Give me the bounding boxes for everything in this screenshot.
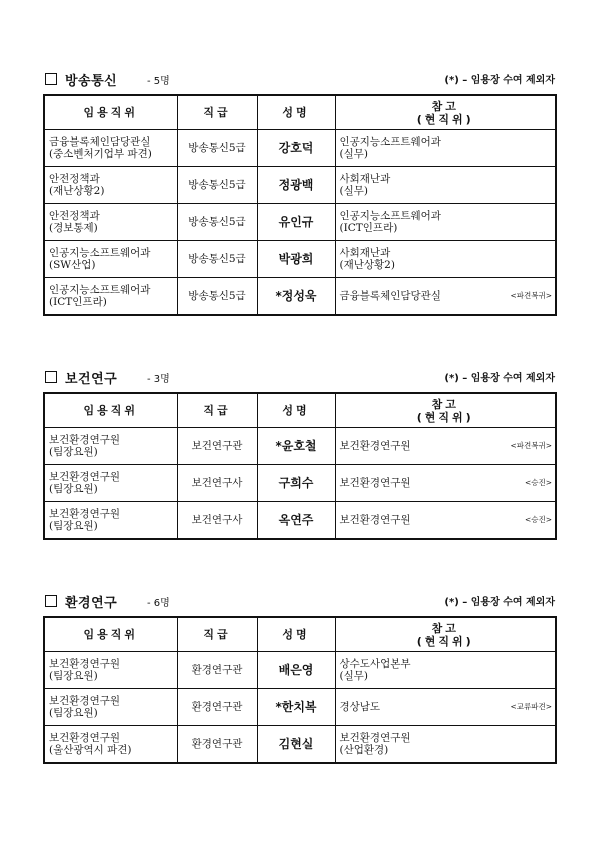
header-reference-line1: 참고 [431,621,459,635]
section-count: - 6명 [147,598,170,609]
header-reference [335,95,556,130]
current-line2: (산업환경) [339,744,389,756]
header-grade: 직급 [177,617,257,652]
current-position-cell [335,428,556,465]
current-position-cell [335,502,556,540]
table-header-row [44,95,556,130]
current-position-cell [335,241,556,278]
name-cell: 유인규 [257,204,335,241]
section-note: (*) – 임용장 수여 제외자 [444,597,555,608]
section-title: 보건연구 [65,372,118,387]
position-line2: (팀장요원) [49,670,98,682]
section-2 [43,368,555,540]
current-position-cell [335,726,556,764]
current-line1: 보건환경연구원 [339,514,411,526]
name-cell: *한치복 [257,689,335,726]
current-position-cell [335,689,556,726]
position-line2: (경보통제) [49,222,98,234]
section-note: (*) – 임용장 수여 제외자 [444,75,555,86]
position-cell [44,465,177,502]
position-line1: 금융블록체인담당관실 [49,136,151,148]
position-line2: (ICT인프라) [49,296,107,308]
position-cell [44,278,177,316]
position-line1: 보건환경연구원 [49,695,121,707]
table-row [44,428,556,465]
position-line2: (팀장요원) [49,707,98,719]
header-position: 임용직위 [44,95,177,130]
grade-cell: 방송통신5급 [177,241,257,278]
grade-cell: 환경연구관 [177,689,257,726]
position-line2: (팀장요원) [49,483,98,495]
position-line2: (SW산업) [49,259,96,271]
appointment-table [43,94,557,316]
header-name: 성명 [257,393,335,428]
checkbox-icon [45,595,57,607]
position-line2: (울산광역시 파견) [49,744,132,756]
table-row [44,278,556,316]
current-line1: 금융블록체인담당관실 [339,290,441,302]
checkbox-icon [45,371,57,383]
status-tag: <파견복귀> [510,291,552,300]
current-line1: 인공지능소프트웨어과 [339,136,441,148]
grade-cell: 방송통신5급 [177,167,257,204]
grade-cell: 방송통신5급 [177,204,257,241]
header-reference-line1: 참고 [431,99,459,113]
table-row [44,465,556,502]
position-cell [44,726,177,764]
position-line2: (팀장요원) [49,446,98,458]
table-header-row [44,617,556,652]
header-reference [335,393,556,428]
table-row [44,726,556,764]
name-cell: 배은영 [257,652,335,689]
position-cell [44,130,177,167]
checkbox-icon [45,73,57,85]
name-cell: 옥연주 [257,502,335,540]
current-line2: (재난상황2) [339,259,395,271]
section-count: - 5명 [147,76,170,87]
grade-cell: 환경연구관 [177,652,257,689]
current-line1: 상수도사업본부 [339,658,411,670]
current-line1: 보건환경연구원 [339,440,411,452]
appointment-table [43,616,557,764]
header-grade: 직급 [177,95,257,130]
table-row [44,241,556,278]
header-reference [335,617,556,652]
section-note: (*) – 임용장 수여 제외자 [444,373,555,384]
position-cell [44,167,177,204]
position-cell [44,241,177,278]
name-cell: *정성욱 [257,278,335,316]
section-header [43,70,555,92]
current-line1: 인공지능소프트웨어과 [339,210,441,222]
position-line1: 안전정책과 [49,210,100,222]
position-line1: 보건환경연구원 [49,434,121,446]
current-line1: 경상남도 [339,701,381,713]
current-position-cell [335,652,556,689]
current-line2: (실무) [339,148,368,160]
current-line1: 사회재난과 [339,173,391,185]
header-name: 성명 [257,95,335,130]
position-cell [44,204,177,241]
position-line2: (중소벤처기업부 파견) [49,148,152,160]
current-position-cell [335,278,556,316]
name-cell: 김현실 [257,726,335,764]
table-row [44,689,556,726]
header-position: 임용직위 [44,393,177,428]
header-reference-line2: (현직위) [416,634,474,648]
position-cell [44,428,177,465]
current-line1: 사회재난과 [339,247,391,259]
current-line2: (ICT인프라) [339,222,398,234]
section-title: 방송통신 [65,74,118,89]
position-cell [44,689,177,726]
name-cell: *윤호철 [257,428,335,465]
header-reference-line2: (현직위) [416,410,474,424]
section-1 [43,70,555,316]
status-tag: <교류파견> [510,702,552,711]
name-cell: 강호덕 [257,130,335,167]
position-line1: 인공지능소프트웨어과 [49,284,151,296]
name-cell: 구희수 [257,465,335,502]
header-name: 성명 [257,617,335,652]
current-position-cell [335,130,556,167]
name-cell: 정광백 [257,167,335,204]
section-header [43,592,555,614]
current-position-cell [335,465,556,502]
section-count: - 3명 [147,374,170,385]
section-header [43,368,555,390]
grade-cell: 보건연구관 [177,428,257,465]
position-line1: 보건환경연구원 [49,508,121,520]
grade-cell: 방송통신5급 [177,130,257,167]
table-row [44,652,556,689]
name-cell: 박광희 [257,241,335,278]
table-row [44,130,556,167]
current-line2: (실무) [339,185,368,197]
section-title: 환경연구 [65,596,118,611]
position-line2: (재난상황2) [49,185,105,197]
grade-cell: 보건연구사 [177,465,257,502]
header-reference-line2: (현직위) [416,112,474,126]
table-row [44,204,556,241]
position-line1: 보건환경연구원 [49,658,121,670]
current-position-cell [335,167,556,204]
section-3 [43,592,555,764]
status-tag: <파견복귀> [510,441,552,450]
position-cell [44,502,177,540]
grade-cell: 환경연구관 [177,726,257,764]
grade-cell: 방송통신5급 [177,278,257,316]
header-position: 임용직위 [44,617,177,652]
header-grade: 직급 [177,393,257,428]
appointment-table [43,392,557,540]
position-line1: 보건환경연구원 [49,471,121,483]
current-line1: 보건환경연구원 [339,477,411,489]
position-cell [44,652,177,689]
table-row [44,502,556,540]
position-line1: 인공지능소프트웨어과 [49,247,151,259]
position-line1: 보건환경연구원 [49,732,121,744]
status-tag: <승진> [524,515,552,524]
current-position-cell [335,204,556,241]
position-line1: 안전정책과 [49,173,100,185]
current-line2: (실무) [339,670,368,682]
table-row [44,167,556,204]
status-tag: <승진> [524,478,552,487]
grade-cell: 보건연구사 [177,502,257,540]
position-line2: (팀장요원) [49,520,98,532]
header-reference-line1: 참고 [431,397,459,411]
table-header-row [44,393,556,428]
current-line1: 보건환경연구원 [339,732,411,744]
